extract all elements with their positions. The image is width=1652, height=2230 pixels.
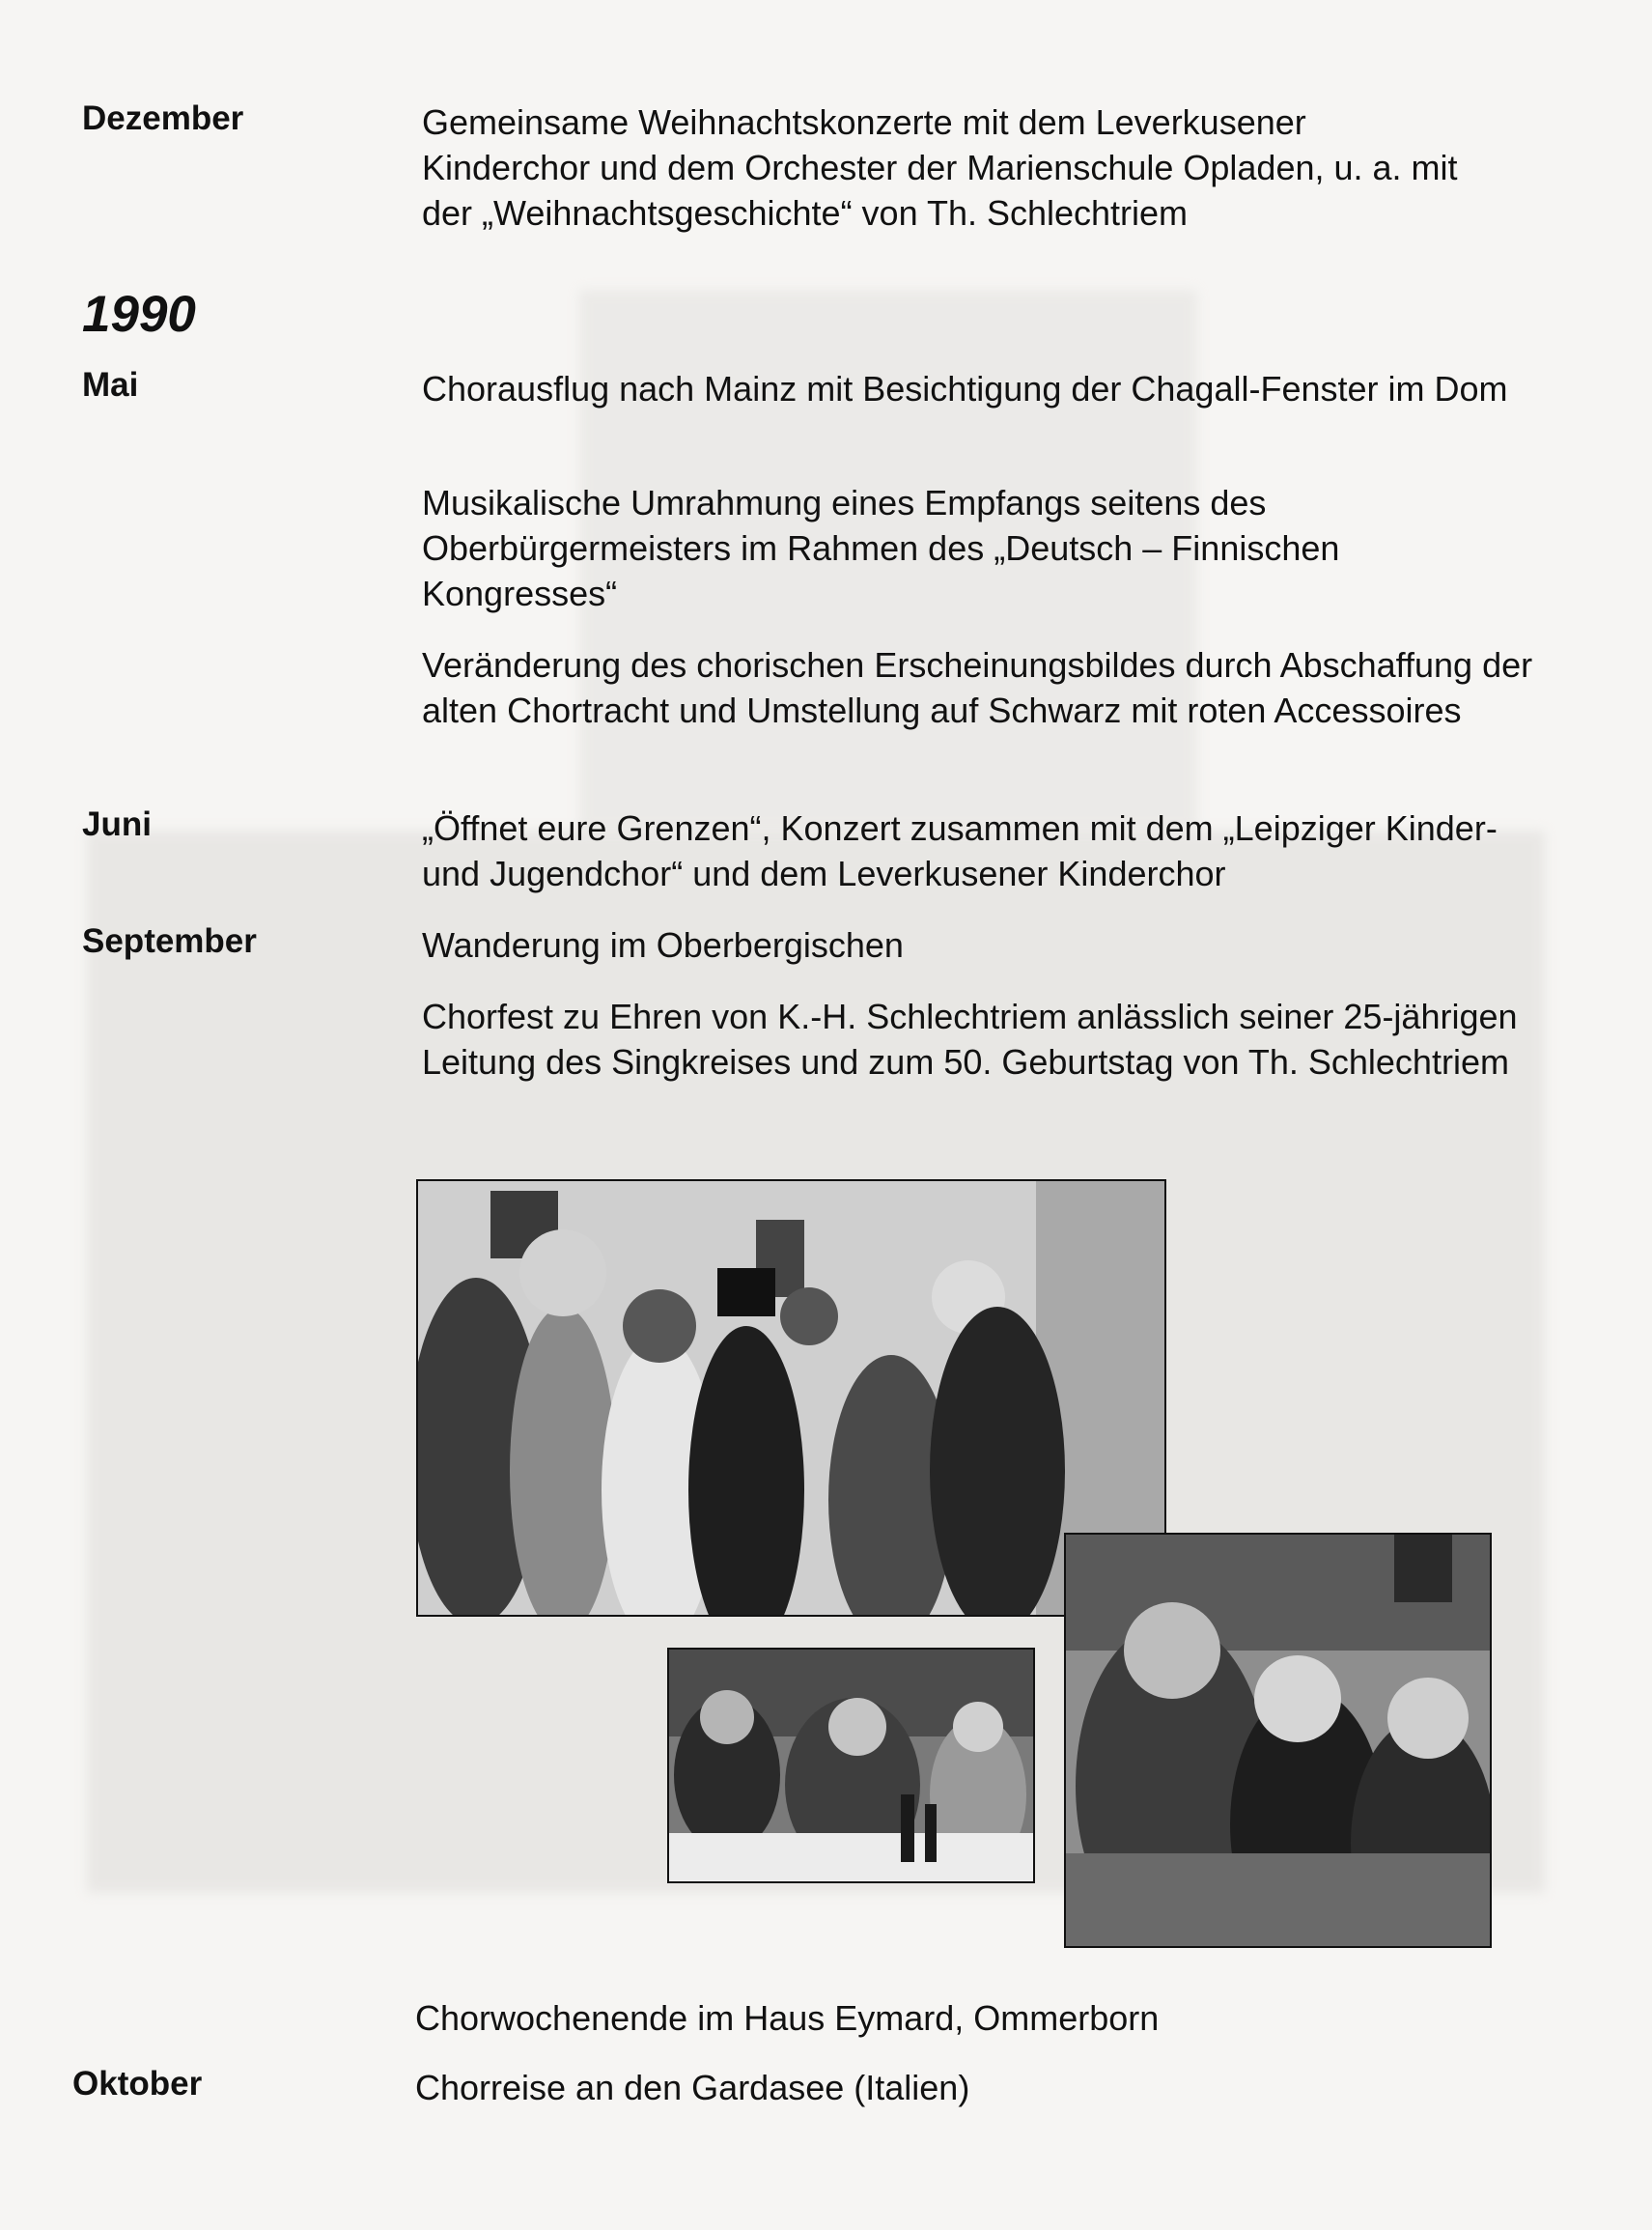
entry-mai-item-3: Veränderung des chorischen Erscheinungsbildes durch Abschaffung der alten Chortracht und Umstellung auf Schwarz mit roten Accessoires [422, 645, 1533, 730]
entry-mai-item-1: Chorausflug nach Mainz mit Besichtigung der Chagall-Fenster im Dom [422, 369, 1508, 409]
entry-dezember-text: Gemeinsame Weihnachtskonzerte mit dem Leverkusener Kinderchor und dem Orchester der Marienschule Opladen, u. a. mit der „Weihnachtsgeschichte“ von Th. Schlechtriem [422, 102, 1458, 233]
photo-table-gathering [667, 1648, 1035, 1883]
photo-laughing-women [1064, 1533, 1492, 1948]
entry-september-item-2: Chorfest zu Ehren von K.-H. Schlechtriem anlässlich seiner 25-jährigen Leitung des Singkreises und zum 50. Geburtstag von Th. Schlechtriem [422, 997, 1518, 1082]
entry-september-item-1: Wanderung im Oberbergischen [422, 925, 904, 965]
year-heading: 1990 [82, 286, 196, 343]
photo-costume-party [416, 1179, 1166, 1617]
entry-juni-text: „Öffnet eure Grenzen“, Konzert zusammen mit dem „Leipziger Kinder- und Jugendchor“ und dem Leverkusener Kinderchor [422, 808, 1498, 893]
month-label-oktober: Oktober [72, 2065, 203, 2103]
month-label-mai: Mai [82, 366, 139, 404]
month-label-dezember: Dezember [82, 99, 244, 137]
entry-chorwochenende-text: Chorwochenende im Haus Eymard, Ommerborn [415, 1998, 1160, 2038]
month-label-juni: Juni [82, 805, 152, 843]
entry-mai-item-2: Musikalische Umrahmung eines Empfangs seitens des Oberbürgermeisters im Rahmen des „Deutsch – Finnischen Kongresses“ [422, 483, 1340, 613]
entry-oktober-text: Chorreise an den Gardasee (Italien) [415, 2068, 970, 2107]
month-label-september: September [82, 922, 257, 960]
